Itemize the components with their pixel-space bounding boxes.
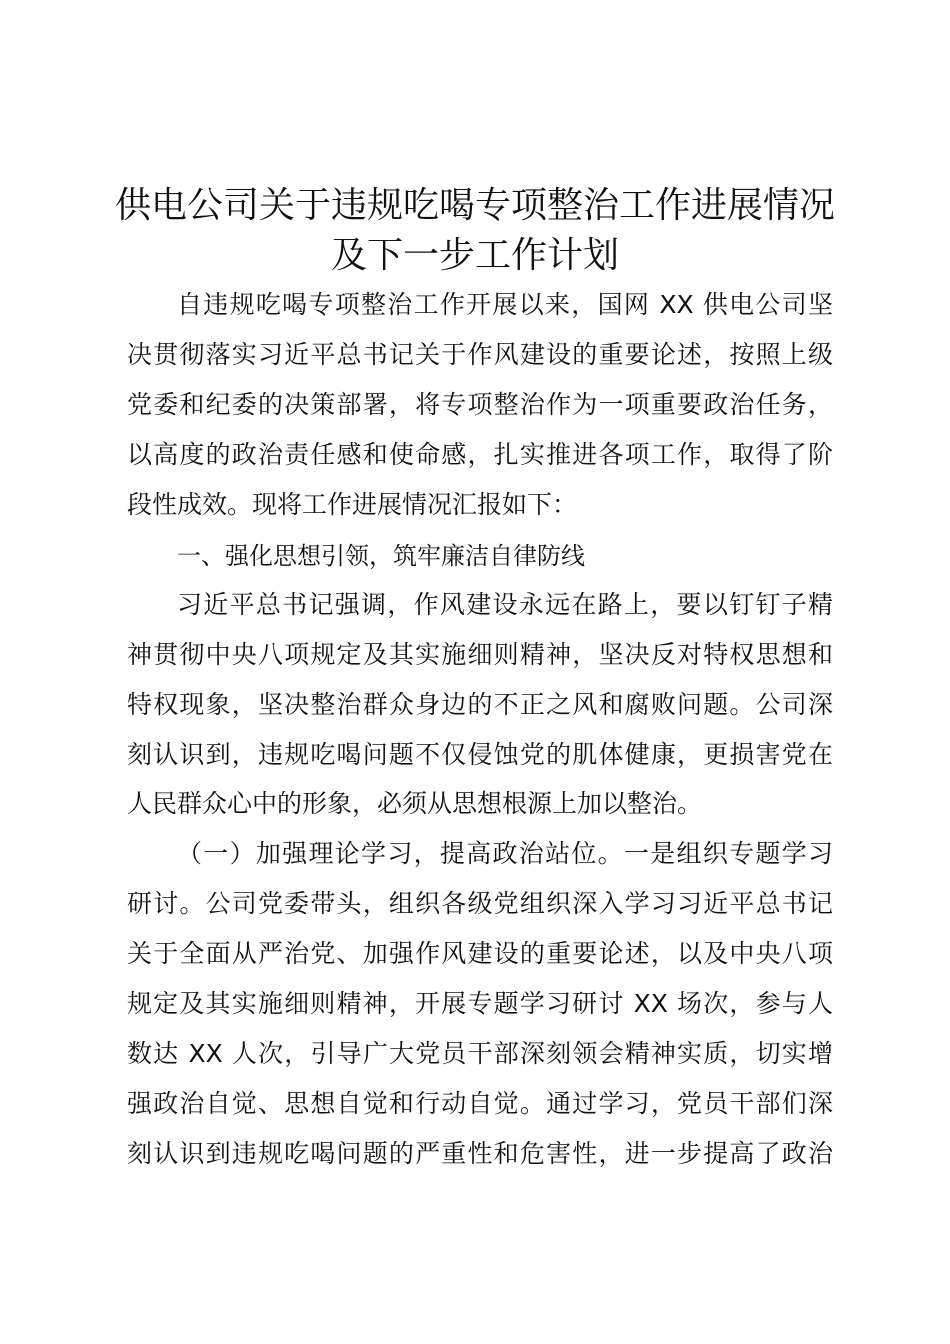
paragraph-line: 规定及其实施细则精神，开展专题学习研讨 XX 场次，参与人 <box>127 989 833 1018</box>
paragraph-line: 党委和纪委的决策部署，将专项整治作为一项重要政治任务， <box>127 390 833 419</box>
section-heading: 一、强化思想引领，筑牢廉洁自律防线 <box>177 542 585 570</box>
document-title-line-2: 及下一步工作计划 <box>330 235 619 276</box>
paragraph-line: 强政治自觉、思想自觉和行动自觉。通过学习，党员干部们深 <box>127 1089 833 1118</box>
paragraph-line: 刻认识到违规吃喝问题的严重性和危害性，进一步提高了政治 <box>127 1139 833 1168</box>
paragraph-line: 刻认识到，违规吃喝问题不仅侵蚀党的肌体健康，更损害党在 <box>127 740 833 769</box>
paragraph-line: 习近平总书记强调，作风建设永远在路上，要以钉钉子精 <box>177 590 833 619</box>
paragraph-line: 神贯彻中央八项规定及其实施细则精神，坚决反对特权思想和 <box>127 640 833 669</box>
paragraph-line: 特权现象，坚决整治群众身边的不正之风和腐败问题。公司深 <box>127 690 833 719</box>
paragraph-line: 关于全面从严治党、加强作风建设的重要论述，以及中央八项 <box>127 939 833 968</box>
paragraph-line: 自违规吃喝专项整治工作开展以来，国网 XX 供电公司坚 <box>177 290 833 319</box>
document-title-line-1: 供电公司关于违规吃喝专项整治工作进展情况 <box>114 185 835 226</box>
paragraph-line: 以高度的政治责任感和使命感，扎实推进各项工作，取得了阶 <box>127 440 833 469</box>
paragraph-line: 决贯彻落实习近平总书记关于作风建设的重要论述，按照上级 <box>127 340 833 369</box>
paragraph-line: 人民群众心中的形象，必须从思想根源上加以整治。 <box>127 789 703 818</box>
paragraph-line: 数达 XX 人次，引导广大党员干部深刻领会精神实质，切实增 <box>127 1039 833 1068</box>
paragraph-line: 研讨。公司党委带头，组织各级党组织深入学习习近平总书记 <box>127 889 833 918</box>
paragraph-line: 段性成效。现将工作进展情况汇报如下： <box>127 490 578 519</box>
paragraph-line: （一）加强理论学习，提高政治站位。一是组织专题学习 <box>177 839 833 868</box>
